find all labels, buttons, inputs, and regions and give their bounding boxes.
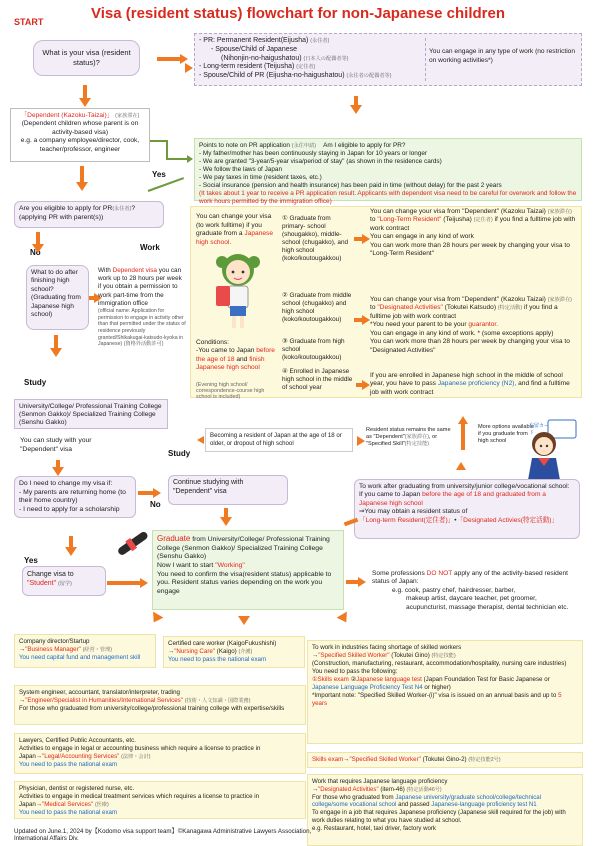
arrow bbox=[358, 577, 366, 587]
enrolled-result: If you are enrolled in Japanese high school in the middle of school year, you have to pass Japanese proficiency (N2), and find a fulltime job with work contract bbox=[370, 372, 570, 396]
yes-label: Yes bbox=[152, 170, 166, 179]
connector-line bbox=[166, 140, 168, 160]
dependent-work-info: With Dependent visa you can work up to 28 hours per week if you obtain a permission to work part-time from the immigration office (official name: Application for permission to engage in activity other than that permitted under the status of residence previously granted/Shikakugai-katsudo-kyoka in Japanese) (資格外活動許可) bbox=[98, 267, 186, 348]
arrow bbox=[185, 63, 193, 73]
graduate-box: Graduate from University/College/ Professional Training College (Senmon Gakko)/ Specialized Training College (Senshu Gakko) Now I want to start "Working" You need to confirm the visa(resident status) applicable to you. Resident status varies depending on the work you engage bbox=[152, 530, 344, 610]
becoming-resident: Becoming a resident of Japan at the age of 18 or older, or dropout of high school bbox=[205, 428, 353, 452]
conditions-note: (Evening high school/ correspondence-course high school is included) bbox=[196, 382, 265, 400]
engineer-specialist: System engineer, accountant, translator/interpreter, trading →"Engineer/Specialist in Humanities/International Services" (技術・人文知識・国際業務) For those who graduated from university/college/professional training college with expertise/skills bbox=[14, 685, 306, 725]
arrow bbox=[50, 348, 62, 357]
arrow bbox=[350, 105, 362, 114]
arrow bbox=[461, 424, 465, 450]
grad-option-1: ① Graduate from primary- school (shougakko), middle-school (chugakko), and high school (koko/koutougakkou) bbox=[282, 215, 349, 262]
arrow bbox=[36, 232, 40, 244]
grad-option-2: ② Graduate from middle school (chugakko) and high school (koko/koutougakkou) bbox=[282, 292, 352, 323]
page-title: Visa (resident status) flowchart for non-Japanese children bbox=[91, 5, 505, 22]
arrow bbox=[238, 616, 250, 625]
more-options: More options available if you graduate from high school bbox=[478, 424, 534, 444]
arrow bbox=[362, 380, 370, 390]
specified-skilled-worker: To work in industries facing shortage of skilled workers →"Specified Skilled Worker" (Tokutei Gino) (特定技能) (Construction, manufacturing, restaurant, accommodation/hospitality, nursing care industries) You need to pass the following: ①Skills exam ②Japanese language test (Japan Foundation Test for Basic Japanese or Japanese Language Proficiency Test N4 or higher) *Important note: "Specified Skilled Worker-(i)" visa is issued on an annual basis and up to 5 years bbox=[307, 640, 583, 744]
arrow bbox=[32, 244, 44, 253]
arrow bbox=[138, 491, 154, 495]
arrow bbox=[65, 547, 77, 556]
yes-label-2: Yes bbox=[24, 556, 38, 565]
after-graduating: To work after graduating from university/junior college/vocational school: If you came to Japan before the age of 18 and graduated from a Japanese high school ⇒You may obtain a resident status of 「Long-term Resident(定住者)」•「Designated Activies(特定活動)」 bbox=[354, 479, 580, 539]
pr-points-box: Points to note on PR application (永住申請) Am I eligible to apply for PR? - My father/mother has been continuously staying in Japan for 10 years or longer - We are granted "3-year/5-year visa/period of stay" (as shown in the residence cards) - We follow the laws of Japan - We pay taxes in time (resident taxes, etc.) - Social insurance (pension and health insurance) has been paid in time (without delay) for the past 2 years (It takes about 1 year to receive a PR application result. Applicants with dependent visa need to be careful for overwork and follow the work hours permitted by the immigration office) bbox=[194, 138, 582, 201]
start-label: START bbox=[14, 17, 44, 27]
question-after-high-school: What to do after finishing high school? (Graduating from Japanese high school) bbox=[26, 265, 89, 330]
conditions: Conditions: -You came to Japan before the age of 18 and finish Japanese high school bbox=[196, 339, 275, 372]
study-label: Study bbox=[24, 378, 47, 387]
study-label-2: Study bbox=[168, 449, 191, 458]
arrow bbox=[83, 85, 87, 99]
arrow bbox=[456, 462, 466, 470]
question-visa bbox=[33, 40, 140, 76]
arrow bbox=[197, 436, 204, 444]
medical-services: Physician, dentist or registered nurse, etc. Activities to engage in medical treatment services which requires a license to practice in Japan→"Medical Services" (医療) You need to pass the national exam bbox=[14, 781, 306, 819]
pr-status-list: - PR: Permanent Resident(Eijusha) (永住者) - Spouse/Child of Japanese (Nihonjin-no-haigushatou) (日本人の配偶者等) - Long-term resident (Teijusha) (定住者) - Spouse/Child of PR (Eijusha-no-haigushatou) (永住者の配偶者等) bbox=[194, 33, 582, 86]
same-as-dependent: Resident status remains the same as "Dependent"(家族滞在), or "Specified Skill"(特定技能) bbox=[366, 427, 451, 447]
arrow bbox=[187, 155, 193, 163]
arrow bbox=[153, 488, 161, 498]
question-visa-text: What is your visa (resident status)? bbox=[42, 48, 131, 67]
connector-line bbox=[148, 177, 184, 192]
arrow bbox=[52, 467, 64, 476]
arrow bbox=[140, 578, 148, 588]
no-label: No bbox=[30, 248, 41, 257]
arrow bbox=[107, 581, 141, 585]
business-manager: Company director/Startup →"Business Manager" (経営・管理) You need capital fund and management skill bbox=[14, 634, 156, 668]
arrow bbox=[79, 98, 91, 107]
pr-any-work: You can engage in any type of work (no restriction on working activities*) bbox=[429, 48, 576, 64]
diploma-illustration bbox=[112, 528, 152, 564]
continue-dependent: Continue studying with "Dependent" visa bbox=[168, 475, 288, 505]
arrow bbox=[80, 166, 84, 182]
footer: Updated on June.1, 2024 by【Kodomo visa support team】©Kanagawa Administrative Lawyers Association, International Affairs Div. bbox=[14, 828, 312, 842]
question-eligible: Are you eligible to apply for PR(永住者)? (applying PR with parent(s)) bbox=[14, 201, 164, 228]
no-label-2: No bbox=[150, 500, 161, 509]
connector-line bbox=[166, 158, 188, 160]
legal-accounting: Lawyers, Certified Public Accountants, etc. Activities to engage in legal or accounting business which require a license to practice in Japan→"Legal/Accounting Services" (法律・会計) You need to pass the national exam bbox=[14, 733, 306, 774]
study-dependent: You can study with your "Dependent" visa bbox=[20, 437, 92, 453]
arrow bbox=[362, 234, 370, 244]
not-apply: Some professions DO NOT apply any of the activity-based resident status of Japan: e.g. cook, pastry chef, hairdresser, barber, makeup artist, daycare teacher, pet groomer, acupuncturist, massage therapist, dental technician etc. bbox=[372, 570, 569, 611]
arrow bbox=[337, 612, 352, 626]
arrow bbox=[149, 612, 164, 626]
change-to-student: Change visa to "Student" (留学) bbox=[22, 566, 106, 596]
arrow bbox=[362, 315, 370, 325]
arrow bbox=[76, 182, 88, 191]
arrow bbox=[157, 57, 181, 61]
residence-card-text: 在留カード bbox=[529, 423, 550, 436]
grad-option-4: ④ Enrolled in Japanese high school in the middle of school year bbox=[282, 368, 353, 391]
arrow bbox=[220, 517, 232, 526]
designated-activities-result: You can change your visa from "Dependent" (Kazoku Taizai) (家族滞在) to "Designated Activities" (Tokutei Katsudo) (特定活動) if you find a fulltime job with work contract *You need your parent to be your guarantor. You can engage in any kind of work. * (some exceptions apply) You can work more than 28 hours per week by changing your visa to "Designated Activities" bbox=[370, 296, 572, 354]
grad-option-3: ③ Graduate from high school (koko/koutougakkou) bbox=[282, 338, 345, 361]
work-label: Work bbox=[140, 243, 160, 252]
arrow bbox=[54, 335, 58, 349]
question-change-visa: Do I need to change my visa if: - My parents are returning home (to their home country) - I need to apply for a scholarship bbox=[14, 476, 136, 518]
dependent-box: 「Dependent (Kazoku-Taizai)」 (家族滞在) (Dependent children whose parent is on activity-based visa) e.g. a company employee/director, cook, teacher/professor, engineer bbox=[10, 108, 150, 162]
care-worker: Certified care worker (KaigoFukushishi) →"Nursing Care" (Kaigo) (介護) You need to pass the national exam bbox=[163, 636, 305, 668]
specified-skilled-worker-2: Skills exam→"Specified Skilled Worker" (Tokutei Gino-2) (特定技能2号) bbox=[307, 752, 583, 768]
student-girl-illustration bbox=[210, 250, 266, 332]
arrow bbox=[357, 436, 365, 446]
arrow bbox=[458, 416, 468, 424]
pr-divider bbox=[425, 38, 426, 81]
university-box: University/College/ Professional Training College (Senmon Gakko)/ Specialized Training College (Senshu Gakko) bbox=[14, 399, 168, 429]
long-term-resident-result: You can change your visa from "Dependent" (Kazoku Taizai) (家族滞在) to "Long-Term Resident" (Teijusha) (定住者) if you find a fulltime job with work contract You can engage in any kind of work You can work more than 28 hours per week by changing your visa to "Long-Term Resident" bbox=[370, 208, 578, 259]
change-fulltime: You can change your visa (to work fulltime) if you graduate from a Japanese high school. bbox=[196, 213, 274, 246]
designated-activities-job: Work that requires Japanese language proficiency →"Designated Activities" (item-46) (特定活動46号) For those who graduated from Japanese university/graduate school/college/technical college/some vocational school and passed Japanese-language proficiency test N1 To engage in a job that requires Japanese proficiency (Japanese skill required for the job) with work duties relating to what you have studied at school. e.g. Restaurant, hotel, taxi driver, factory work bbox=[307, 774, 583, 846]
